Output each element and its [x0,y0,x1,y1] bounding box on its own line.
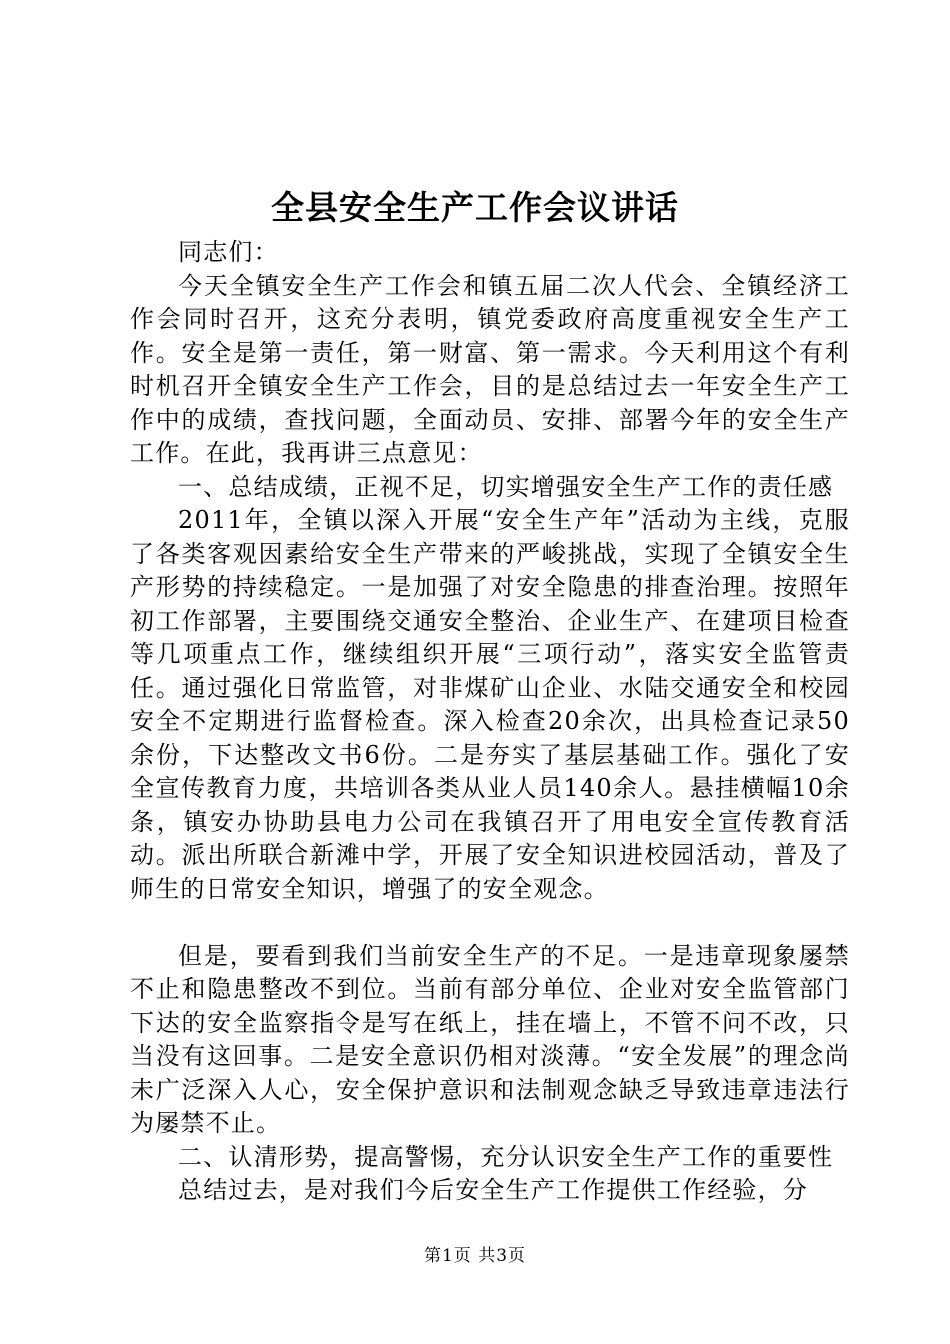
paragraph-shortcomings: 但是，要看到我们当前安全生产的不足。一是违章现象屡禁不止和隐患整改不到位。当前有部分单位、企业对安全监管部门下达的安全监察指令是写在纸上，挂在墙上，不管不问不改，只当没有这回事。二是安全意识仍相对淡薄。“安全发展”的理念尚未广泛深入人心，安全保护意识和法制观念缺乏导致违章违法行为屡禁不止。 [130,941,850,1137]
document-title: 全县安全生产工作会议讲话 [271,188,679,227]
paragraph-summary: 总结过去，是对我们今后安全生产工作提供工作经验，分 [178,1176,808,1204]
paragraph-intro: 今天全镇安全生产工作会和镇五届二次人代会、全镇经济工作会同时召开，这充分表明，镇党委政府高度重视安全生产工作。安全是第一责任，第一财富、第一需求。今天利用这个有利时机召开全镇安全生产工作会，目的是总结过去一年安全生产工作中的成绩，查找问题，全面动员、安排、部署今年的安全生产工作。在此，我再讲三点意见： [130,271,850,467]
section-heading-2: 二、认清形势，提高警惕，充分认识安全生产工作的重要性 [178,1142,834,1171]
salutation: 同志们： [178,238,279,266]
paragraph-spacer [130,906,850,940]
section-heading-1: 一、总结成绩，正视不足，切实增强安全生产工作的责任感 [178,472,834,501]
paragraph-achievements: 2011年，全镇以深入开展“安全生产年”活动为主线，克服了各类客观因素给安全生产带来的严峻挑战，实现了全镇安全生产形势的持续稳定。一是加强了对安全隐患的排查治理。按照年初工作部署，主要围绕交通安全整治、企业生产、在建项目检查等几项重点工作，继续组织开展“三项行动”，落实安全监管责任。通过强化日常监管，对非煤矿山企业、水陆交通安全和校园安全不定期进行监督检查。深入检查20余次，出具检查记录50余份，下达整改文书6份。二是夯实了基层基础工作。强化了安全宣传教育力度，共培训各类从业人员140余人。悬挂横幅10余条，镇安办协助县电力公司在我镇召开了用电安全宣传教育活动。派出所联合新滩中学，开展了安全知识进校园活动，普及了师生的日常安全知识，增强了的安全观念。 [130,506,850,903]
document-body [130,236,850,1208]
page-footer: 第1页 共3页 [423,1246,527,1266]
